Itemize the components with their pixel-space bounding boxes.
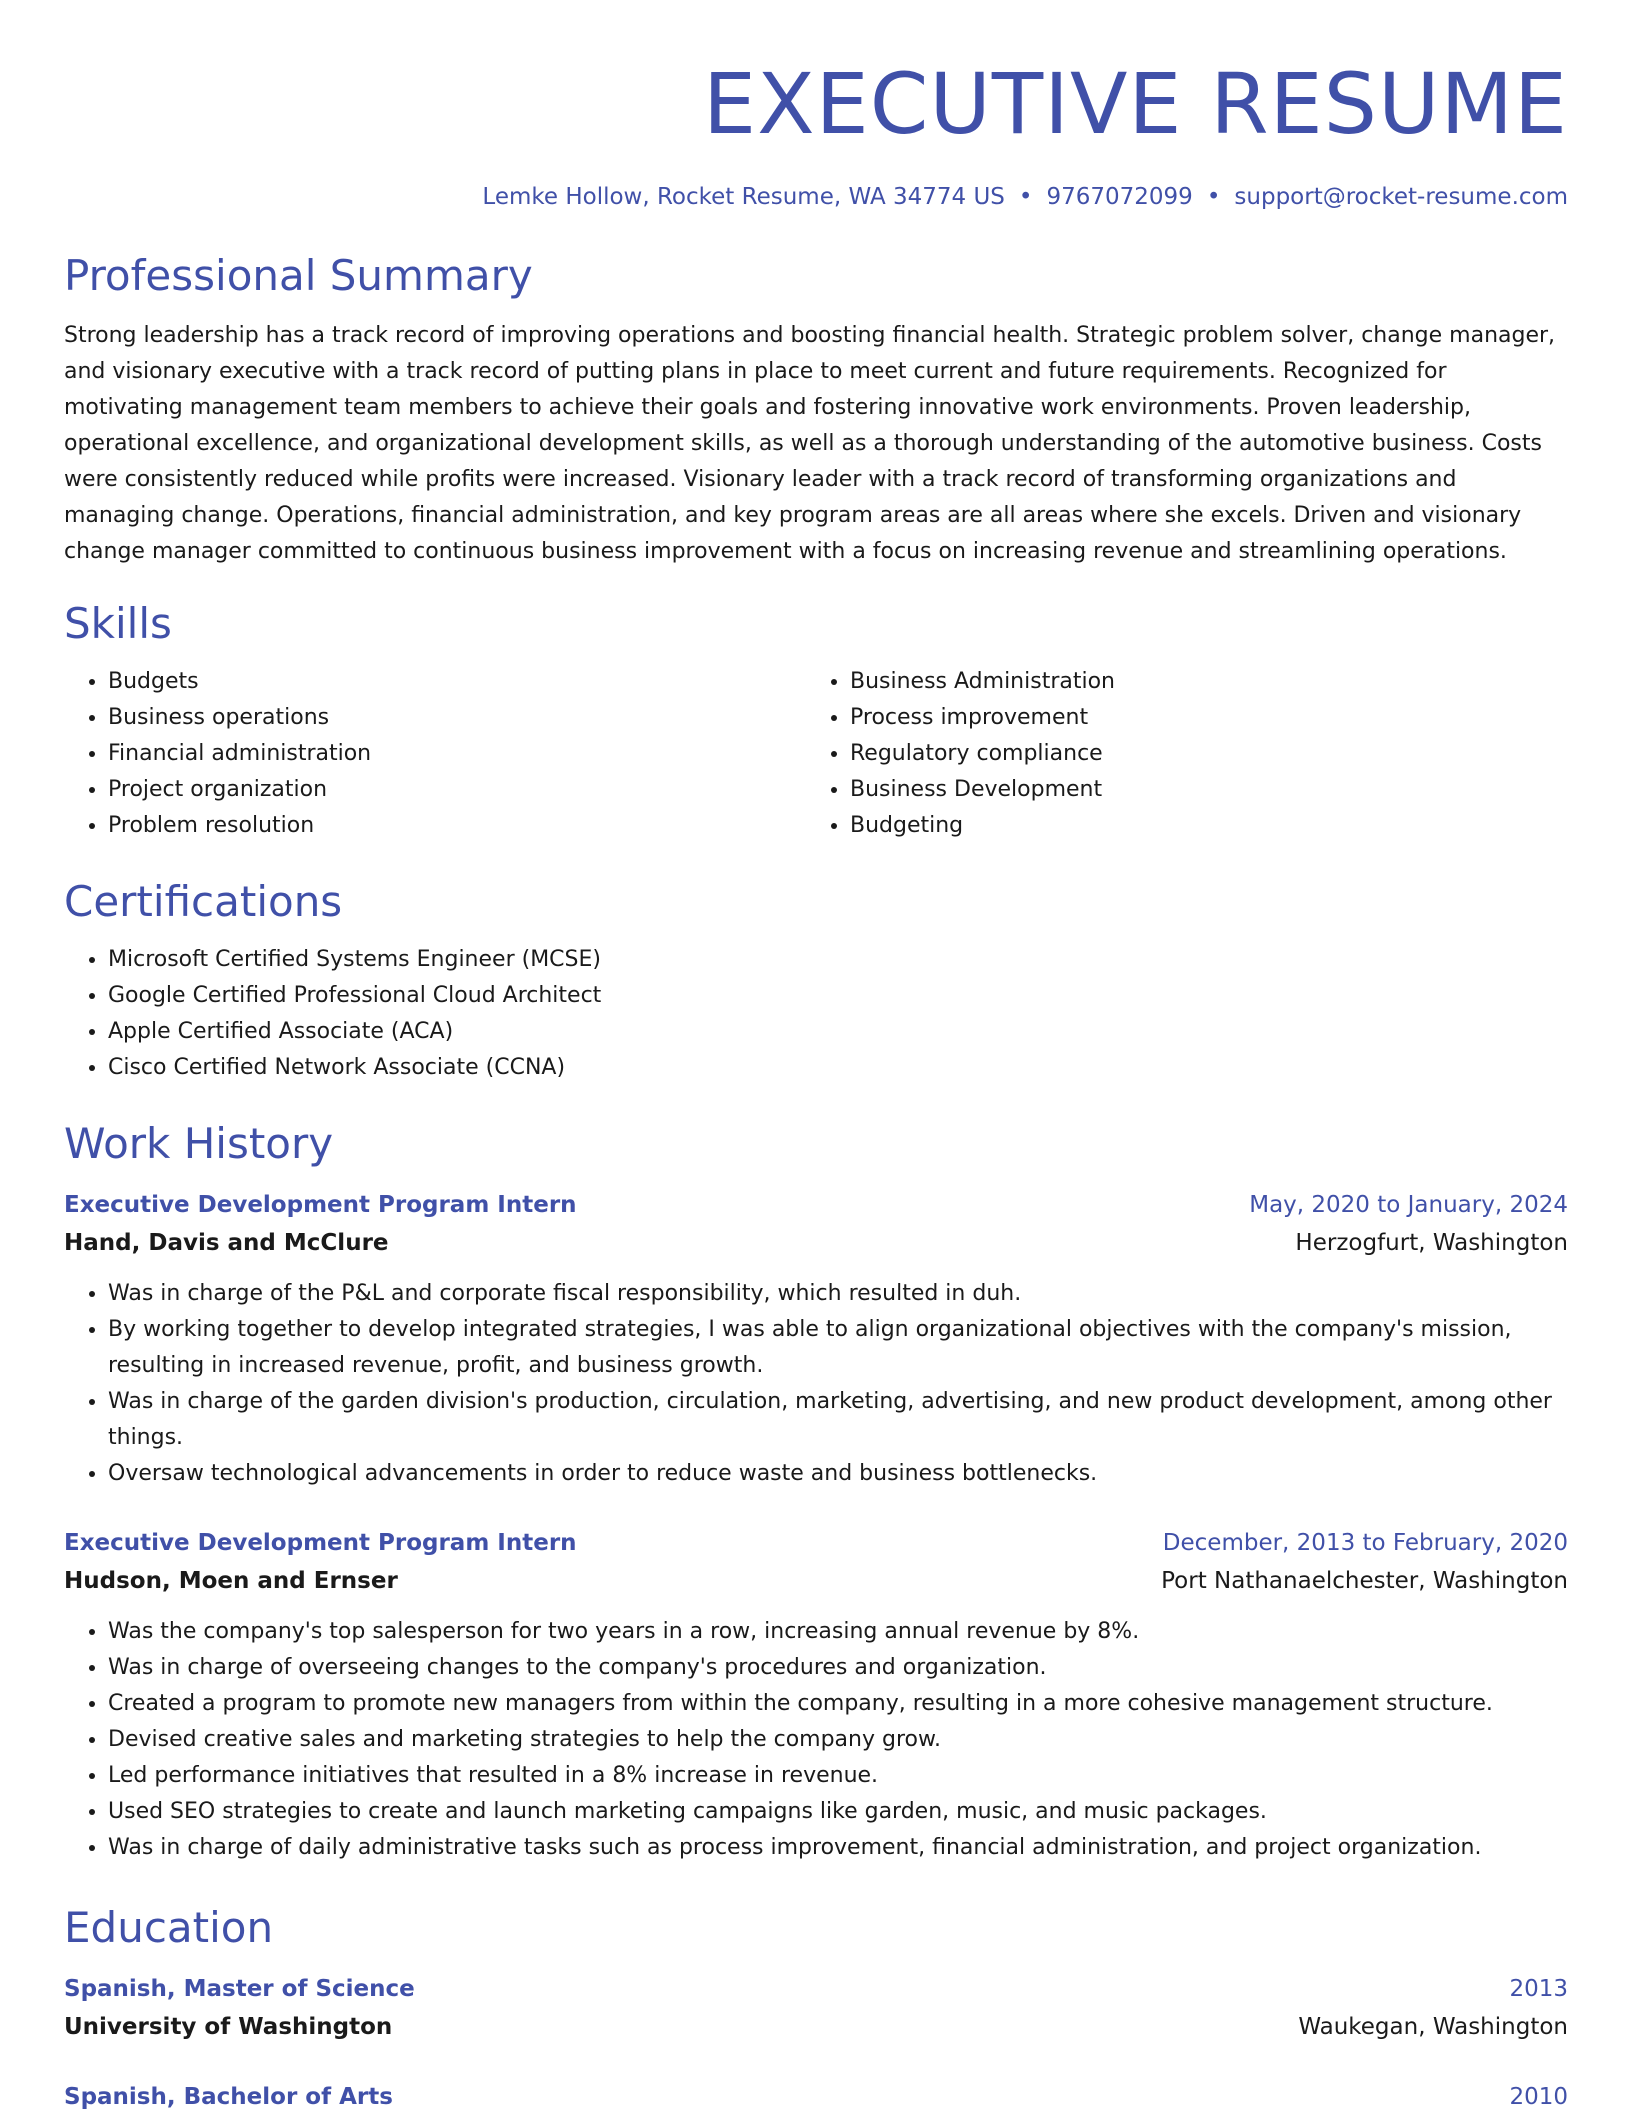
job-bullet: • Devised creative sales and marketing strategies to help the company grow. [108, 1722, 1568, 1758]
job-bullet: • Created a program to promote new managers from within the company, resulting in a more cohesive management structure. [108, 1686, 1568, 1722]
contact-line [64, 182, 1568, 212]
skill-item: • Project organization [108, 772, 806, 808]
job-dates: December, 2013 to February, 2020 [1162, 1530, 1568, 1556]
education-heading: Education [64, 1903, 274, 1952]
skills-heading: Skills [64, 599, 172, 648]
education-header-row [64, 2078, 1568, 2116]
skill-item: • Business Administration [850, 664, 1548, 700]
skill-item: • Regulatory compliance [850, 736, 1548, 772]
education-entry [64, 1970, 1568, 2046]
certification-item: • Cisco Certified Network Associate (CCNA) [108, 1050, 1568, 1086]
job-bullet: • Was the company's top salesperson for two years in a row, increasing annual revenue by 8%. [108, 1614, 1568, 1650]
education-school-row [64, 2008, 1568, 2046]
certification-item: • Apple Certified Associate (ACA) [108, 1014, 1568, 1050]
job-bullet: • Used SEO strategies to create and launch marketing campaigns like garden, music, and music packages. [108, 1794, 1568, 1830]
job-title: Executive Development Program Intern [64, 1530, 577, 1556]
education-location: Waukegan, Washington [1298, 2014, 1568, 2040]
skill-item: • Financial administration [108, 736, 806, 772]
job-entry [64, 1186, 1568, 1492]
job-employer-row [64, 1562, 1568, 1600]
summary-text: Strong leadership has a track record of improving operations and boosting financial health. Strategic problem solver, change manager, and visionary executive with a track record of putting plans in place to meet current and future requirements. Recognized for motivating management team members to achieve their goals and fostering innovative work environments. Proven leadership, operational excellence, and organizational development skills, as well as a thorough understanding of the automotive business. Costs were consistently reduced while profits were increased. Visionary leader with a track record of transforming organizations and managing change. Operations, financial administration, and key program areas are all areas where she excels. Driven and visionary change manager committed to continuous business improvement with a focus on increasing revenue and streamlining operations. [64, 323, 1556, 564]
contact-email: support@rocket-resume.com [1234, 184, 1568, 210]
job-bullet: • Was in charge of daily administrative tasks such as process improvement, financial administration, and project organization. [108, 1830, 1568, 1866]
certifications-list [64, 942, 1568, 1086]
job-employer: Hudson, Moen and Ernser [64, 1568, 398, 1594]
job-bullet: • Led performance initiatives that resulted in a 8% increase in revenue. [108, 1758, 1568, 1794]
job-header-row [64, 1186, 1568, 1224]
job-location: Herzogfurt, Washington [1295, 1230, 1568, 1256]
contact-separator: • [1206, 184, 1221, 210]
contact-address: Lemke Hollow, Rocket Resume, WA 34774 US [482, 184, 1005, 210]
education-school: University of Washington [64, 2014, 393, 2040]
summary-heading: Professional Summary [64, 251, 533, 300]
skill-item: • Business Development [850, 772, 1548, 808]
certifications-heading: Certifications [64, 877, 343, 926]
job-bullets [64, 1614, 1568, 1866]
job-entry [64, 1524, 1568, 1866]
skill-item: • Budgets [108, 664, 806, 700]
job-bullet: • Was in charge of overseeing changes to the company's procedures and organization. [108, 1650, 1568, 1686]
resume-title: EXECUTIVE RESUME [703, 55, 1568, 153]
education-degree: Spanish, Bachelor of Arts [64, 2084, 393, 2110]
contact-phone: 9767072099 [1046, 184, 1193, 210]
skills-grid [64, 664, 1568, 844]
job-header-row [64, 1524, 1568, 1562]
certification-item: • Google Certified Professional Cloud Architect [108, 978, 1568, 1014]
resume-header [64, 56, 1568, 212]
education-degree: Spanish, Master of Science [64, 1976, 415, 2002]
job-bullet: • By working together to develop integrated strategies, I was able to align organizational objectives with the company's mission, resulting in increased revenue, profit, and business growth. [108, 1312, 1568, 1384]
education-entry [64, 2078, 1568, 2116]
skill-item: • Business operations [108, 700, 806, 736]
certification-item: • Microsoft Certified Systems Engineer (MCSE) [108, 942, 1568, 978]
job-employer: Hand, Davis and McClure [64, 1230, 389, 1256]
education-year: 2013 [1509, 1976, 1568, 2002]
education-year: 2010 [1509, 2084, 1568, 2110]
skills-list-right [806, 664, 1548, 844]
job-employer-row [64, 1224, 1568, 1262]
job-bullet: • Was in charge of the garden division's production, circulation, marketing, advertising, and new product development, among other things. [108, 1384, 1568, 1456]
job-title: Executive Development Program Intern [64, 1192, 577, 1218]
skill-item: • Budgeting [850, 808, 1548, 844]
job-bullet: • Oversaw technological advancements in order to reduce waste and business bottlenecks. [108, 1456, 1568, 1492]
work-history-heading: Work History [64, 1119, 334, 1168]
contact-separator: • [1018, 184, 1033, 210]
job-location: Port Nathanaelchester, Washington [1161, 1568, 1568, 1594]
education-header-row [64, 1970, 1568, 2008]
job-bullet: • Was in charge of the P&L and corporate fiscal responsibility, which resulted in duh. [108, 1276, 1568, 1312]
skill-item: • Problem resolution [108, 808, 806, 844]
skills-list-left [64, 664, 806, 844]
job-bullets [64, 1276, 1568, 1492]
job-dates: May, 2020 to January, 2024 [1249, 1192, 1568, 1218]
skill-item: • Process improvement [850, 700, 1548, 736]
